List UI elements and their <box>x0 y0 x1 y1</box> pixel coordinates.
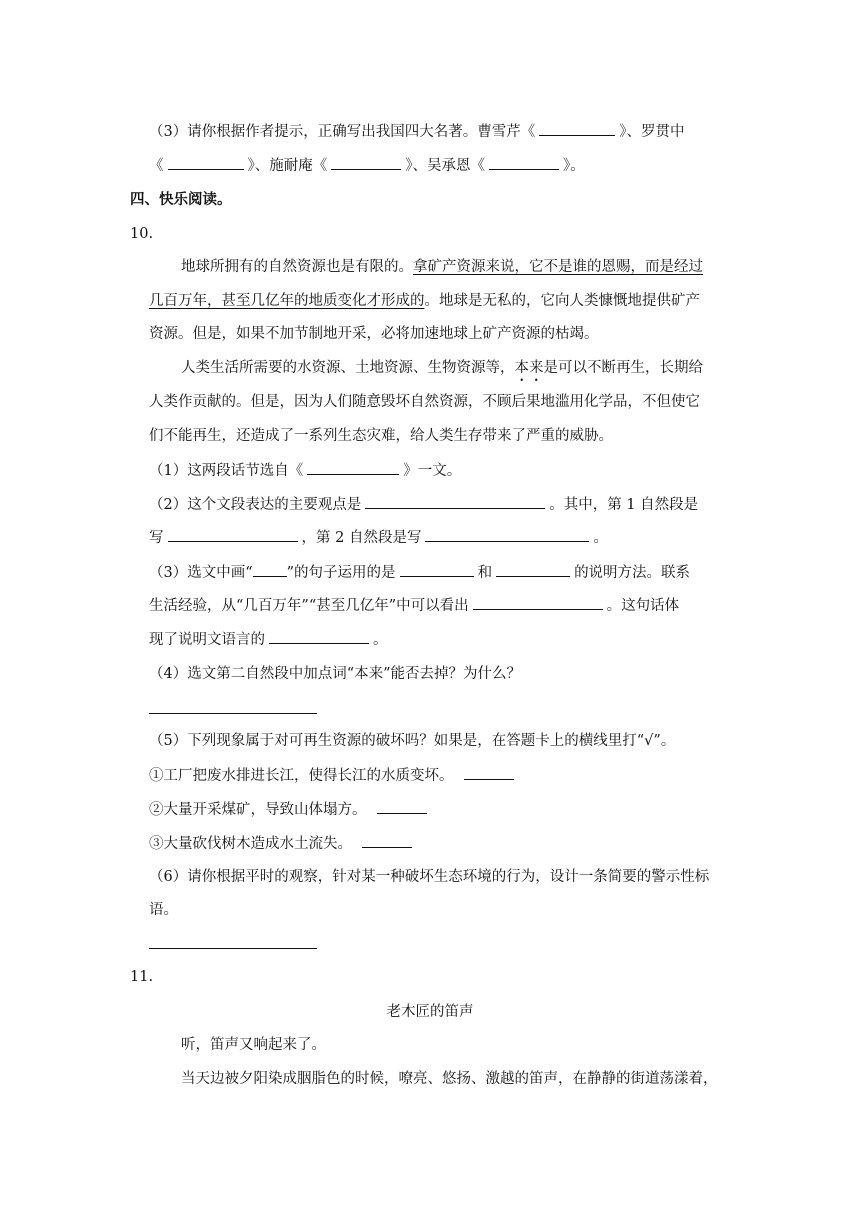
passage-text: 是可以不断再生，长期给 <box>543 360 703 376</box>
passage-line: 们不能再生，还造成了一系列生态灾难，给人类生存带来了严重的威胁。 <box>149 428 613 444</box>
passage-text: 地球所拥有的自然资源也是有限的。 <box>181 259 413 275</box>
subquestion-text: ”的句子运用的是 <box>286 565 396 581</box>
subquestion-5-item <box>149 833 416 854</box>
passage-title: 老木匠的笛声 <box>386 1004 474 1020</box>
subquestion-text: （2）这个文段表达的主要观点是 <box>149 497 362 513</box>
underlined-sentence: 几百万年，甚至几亿年的地质变化才形成的 <box>149 293 425 309</box>
subquestion-5: （5）下列现象属于对可再生资源的破坏吗？如果是，在答题卡上的横线里打“√”。 <box>149 733 676 749</box>
subquestion-5-item <box>149 799 431 820</box>
answer-blank[interactable] <box>377 799 427 814</box>
answer-line[interactable] <box>149 713 317 714</box>
answer-blank[interactable] <box>496 562 570 577</box>
q9-3-text: 》、吴承恩《 <box>405 158 485 174</box>
subquestion-2-cont <box>149 527 608 548</box>
subquestion-text: 和 <box>477 565 493 581</box>
subquestion-6-cont: 语。 <box>149 902 178 918</box>
q9-3-text: 》。 <box>563 158 585 174</box>
answer-blank[interactable] <box>307 460 399 475</box>
subquestion-1 <box>149 460 461 481</box>
subquestion-text: 。这句话体 <box>606 598 680 614</box>
subquestion-text: （3）选文中画“ <box>149 565 253 581</box>
answer-blank[interactable] <box>539 121 615 136</box>
subquestion-3-cont <box>149 629 388 650</box>
question-number: 11. <box>130 969 154 985</box>
answer-blank[interactable] <box>362 833 412 848</box>
subquestion-text: 。其中，第 1 自然段是 <box>549 497 699 513</box>
answer-blank[interactable] <box>425 527 589 542</box>
dotted-word: 来 <box>529 360 544 376</box>
subquestion-text: 。 <box>373 632 388 648</box>
passage-line <box>149 291 700 311</box>
subquestion-3-cont <box>149 595 679 616</box>
passage-text: 。地球是无私的，它向人类慷慨地提供矿产 <box>424 293 700 309</box>
subquestion-text: 写 <box>149 530 164 546</box>
subquestion-text: 的说明方法。联系 <box>574 565 691 581</box>
dotted-word: 本 <box>514 360 529 376</box>
answer-blank[interactable] <box>168 527 298 542</box>
passage-line: 资源。但是，如果不加节制地开采，必将加速地球上矿产资源的枯竭。 <box>149 326 599 342</box>
subquestion-text: ①工厂把废水排进长江，使得长江的水质变坏。 <box>149 768 454 784</box>
answer-blank[interactable] <box>400 562 474 577</box>
subquestion-text: 生活经验，从“几百万年”“甚至几亿年”中可以看出 <box>149 598 469 614</box>
passage-line <box>181 358 703 378</box>
subquestion-text: 现了说明文语言的 <box>149 632 265 648</box>
q9-3-text: 》、施耐庵《 <box>247 158 328 174</box>
passage-line <box>181 257 703 277</box>
answer-blank[interactable] <box>331 155 401 170</box>
answer-blank[interactable] <box>168 155 244 170</box>
q9-3-text: 《 <box>149 158 164 174</box>
answer-blank[interactable] <box>489 155 559 170</box>
subquestion-text: ③大量砍伐树木造成水土流失。 <box>149 836 352 852</box>
q9-3-line2 <box>149 155 585 176</box>
underline-sample <box>253 562 287 577</box>
answer-blank[interactable] <box>473 595 603 610</box>
subquestion-text: ②大量开采煤矿，导致山体塌方。 <box>149 802 367 818</box>
section-title: 四、快乐阅读。 <box>130 191 232 208</box>
passage-line: 当天边被夕阳染成胭脂色的时候，嘹亮、悠扬、激越的笛声，在静静的街道荡漾着， <box>181 1071 718 1087</box>
q9-3-text: （3）请你根据作者提示，正确写出我国四大名著。曹雪芹《 <box>149 124 536 140</box>
q9-3-line1 <box>149 121 684 142</box>
question-number: 10. <box>130 226 154 242</box>
subquestion-3 <box>149 562 690 583</box>
subquestion-text: （1）这两段话节选自《 <box>149 463 304 479</box>
answer-line[interactable] <box>149 948 317 949</box>
subquestion-text: 。 <box>593 530 608 546</box>
passage-text: 人类生活所需要的水资源、土地资源、生物资源等， <box>181 360 515 376</box>
subquestion-4: （4）选文第二自然段中加点词“本来”能否去掉？为什么？ <box>149 666 522 682</box>
subquestion-text: ，第 2 自然段是写 <box>301 530 422 546</box>
subquestion-5-item <box>149 765 518 786</box>
passage-line: 人类作贡献的。但是，因为人们随意毁坏自然资源，不顾后果地滥用化学品，不但使它 <box>149 394 700 410</box>
q9-3-text: 》、罗贯中 <box>619 124 685 140</box>
passage-line: 听，笛声又响起来了。 <box>181 1037 326 1053</box>
answer-blank[interactable] <box>464 765 514 780</box>
underlined-sentence: 拿矿产资源来说，它不是谁的恩赐，而是经过 <box>413 259 703 275</box>
answer-blank[interactable] <box>365 494 545 509</box>
answer-blank[interactable] <box>269 629 369 644</box>
subquestion-2 <box>149 494 698 515</box>
subquestion-6: （6）请你根据平时的观察，针对某一种破坏生态环境的行为，设计一条简要的警示性标 <box>149 869 710 885</box>
subquestion-text: 》一文。 <box>403 463 462 479</box>
